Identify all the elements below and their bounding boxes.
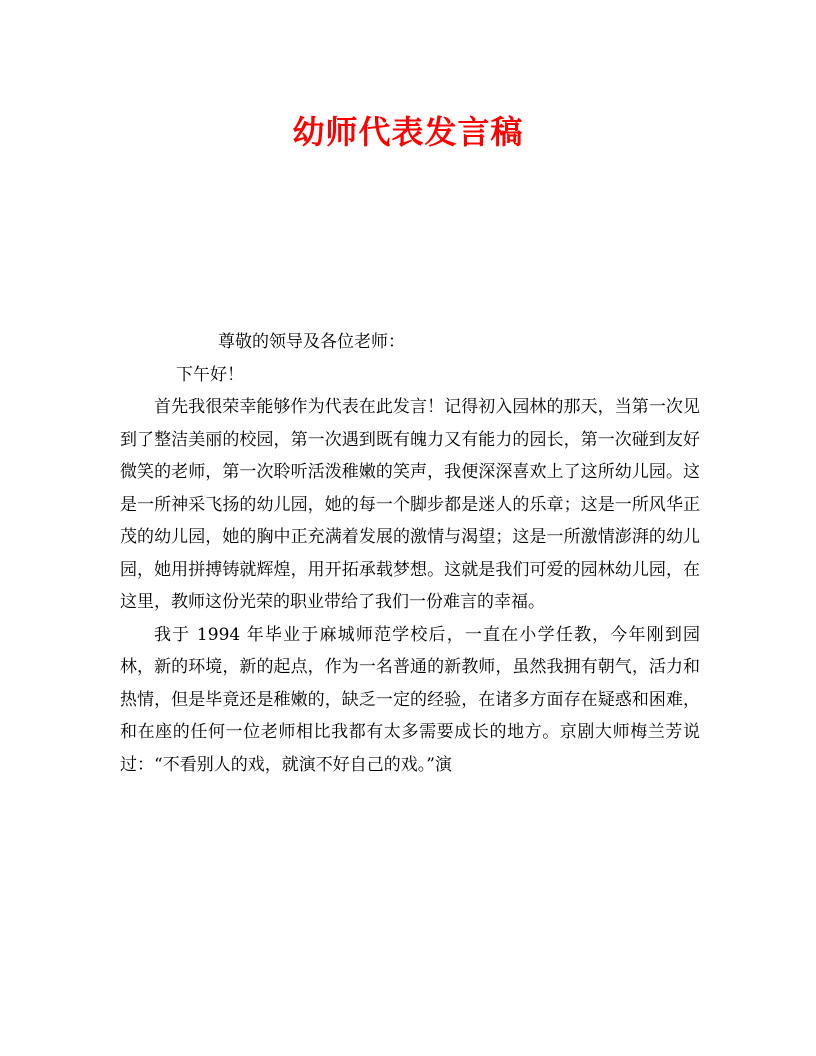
salutation: 尊敬的领导及各位老师： <box>218 332 405 352</box>
paragraph: 我于 1994 年毕业于麻城师范学校后，一直在小学任教，今年刚到园林，新的环境，新的起点，作为一名普通的新教师，虽然我拥有朝气，活力和热情，但是毕竟还是稚嫩的，缺乏一定的经验，在诸多方面存在疑惑和困难，和在座的任何一位老师相比我都有太多需要成长的地方。京剧大师梅兰芳说过：“不看别人的戏，就演不好自己的戏。”演 <box>120 624 700 775</box>
document-body <box>120 326 700 781</box>
greeting: 下午好！ <box>176 364 244 385</box>
document-title: 幼师代表发言稿 <box>292 113 524 151</box>
paragraph: 首先我很荣幸能够作为代表在此发言！记得初入园林的那天，当第一次见到了整洁美丽的校园，第一次遇到既有魄力又有能力的园长，第一次碰到友好微笑的老师，第一次聆听活泼稚嫩的笑声，我便深深喜欢上了这所幼儿园。这是一所神采飞扬的幼儿园，她的每一个脚步都是迷人的乐章；这是一所风华正茂的幼儿园，她的胸中正充满着发展的激情与渴望；这是一所激情澎湃的幼儿园，她用拼搏铸就辉煌，用开拓承载梦想。这就是我们可爱的园林幼儿园，在这里，教师这份光荣的职业带给了我们一份难言的幸福。 <box>120 397 700 612</box>
